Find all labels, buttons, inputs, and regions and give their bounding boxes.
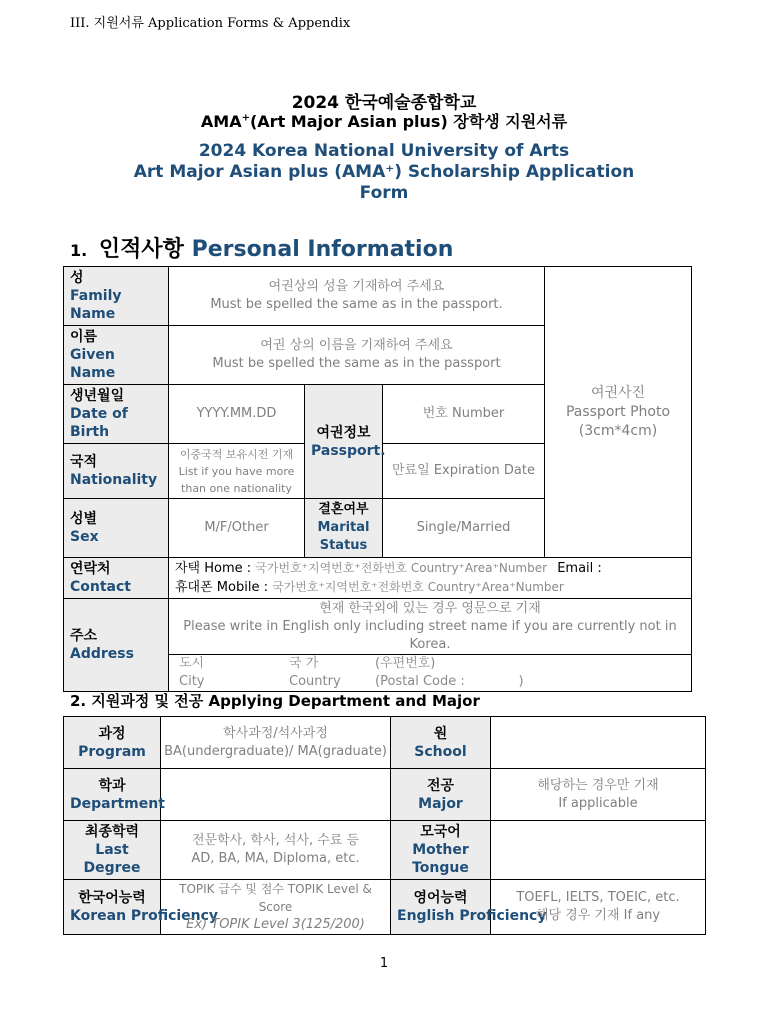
korean-proficiency-label: 한국어능력 Korean Proficiency bbox=[64, 880, 161, 935]
department-table bbox=[63, 716, 706, 935]
address-city-country-field[interactable] bbox=[169, 655, 692, 692]
title-ama-rest: (Art Major Asian plus) 장학생 지원서류 bbox=[249, 112, 568, 131]
family-name-label: 성 Family Name bbox=[64, 267, 169, 326]
dob-field[interactable]: YYYY.MM.DD bbox=[169, 385, 305, 444]
family-name-field[interactable]: 여권상의 성을 기재하여 주세요 Must be spelled the same as in the passport. bbox=[169, 267, 545, 326]
mother-tongue-label: 모국어 Mother Tongue bbox=[391, 821, 491, 880]
sex-label: 성별 Sex bbox=[64, 499, 169, 558]
section-department-heading: 2. 지원과정 및 전공 Applying Department and Major bbox=[70, 692, 480, 710]
contact-field[interactable] bbox=[169, 558, 692, 599]
passport-expiry-field[interactable]: 만료일 Expiration Date bbox=[383, 444, 545, 499]
address-label: 주소 Address bbox=[64, 599, 169, 692]
department-label: 학과 Department bbox=[64, 769, 161, 821]
title-ama-sup: + bbox=[241, 112, 250, 124]
given-name-label: 이름 Given Name bbox=[64, 326, 169, 385]
section-title-en: Personal Information bbox=[191, 237, 454, 262]
header-note: III. 지원서류 Application Forms & Appendix bbox=[70, 16, 351, 31]
last-degree-field[interactable]: 전문학사, 학사, 석사, 수료 등 AD, BA, MA, Diploma, etc. bbox=[161, 821, 391, 880]
address-field[interactable]: 현재 한국외에 있는 경우 영문으로 기재 Please write in English only including street name if you are currently not in Korea. bbox=[169, 599, 692, 655]
section-personal-heading bbox=[70, 232, 453, 263]
title-korean-line1: 2024 한국예술종합학교 bbox=[291, 93, 477, 113]
home-phone-line[interactable]: 자택 Home : 국가번호⁺지역번호⁺전화번호 Country⁺Area⁺Number Email : bbox=[175, 561, 602, 576]
address-sub-ko: 도시 국 가 (우편번호) bbox=[179, 656, 436, 671]
english-proficiency-field[interactable]: TOEFL, IELTS, TOEIC, etc. 해당 경우 기재 If any bbox=[491, 880, 706, 935]
marital-field[interactable]: Single/Married bbox=[383, 499, 545, 558]
last-degree-label: 최종학력 Last Degree bbox=[64, 821, 161, 880]
title-english-line2: Art Major Asian plus (AMA⁺) Scholarship Application bbox=[133, 162, 635, 182]
given-name-field[interactable]: 여권 상의 이름을 기재하여 주세요 Must be spelled the same as in the passport bbox=[169, 326, 545, 385]
school-field[interactable] bbox=[491, 717, 706, 769]
passport-number-field[interactable]: 번호 Number bbox=[383, 385, 545, 444]
nationality-label: 국적 Nationality bbox=[64, 444, 169, 499]
title-korean-line2 bbox=[0, 109, 768, 132]
title-english-line1: 2024 Korea National University of Arts bbox=[198, 141, 570, 161]
mother-tongue-field[interactable] bbox=[491, 821, 706, 880]
passport-label: 여권정보 Passport. bbox=[305, 385, 383, 499]
program-label: 과정 Program bbox=[64, 717, 161, 769]
korean-proficiency-field[interactable]: TOPIK 급수 및 점수 TOPIK Level & Score Ex) TOPIK Level 3(125/200) bbox=[161, 880, 391, 935]
title-english-line3: Form bbox=[359, 183, 409, 203]
address-sub-en: City Country (Postal Code : ) bbox=[179, 674, 524, 689]
english-proficiency-label: 영어능력 English Proficiency bbox=[391, 880, 491, 935]
dob-label: 생년월일 Date of Birth bbox=[64, 385, 169, 444]
nationality-field[interactable]: 이중국적 보유시전 기재 List if you have more than one nationality bbox=[169, 444, 305, 499]
personal-info-table bbox=[63, 266, 692, 692]
contact-label: 연락처 Contact bbox=[64, 558, 169, 599]
marital-label: 결혼여부 Marital Status bbox=[305, 499, 383, 558]
sex-field[interactable]: M/F/Other bbox=[169, 499, 305, 558]
school-label: 원 School bbox=[391, 717, 491, 769]
section-title-ko: 인적사항 bbox=[98, 237, 184, 262]
mobile-phone-line[interactable]: 휴대폰 Mobile : 국가번호⁺지역번호⁺전화번호 Country⁺Area⁺Number bbox=[175, 580, 564, 595]
program-field[interactable]: 학사과정/석사과정 BA(undergraduate)/ MA(graduate) bbox=[161, 717, 391, 769]
major-label: 전공 Major bbox=[391, 769, 491, 821]
major-field[interactable]: 해당하는 경우만 기재 If applicable bbox=[491, 769, 706, 821]
section-number: 1. bbox=[70, 241, 88, 260]
title-english bbox=[0, 141, 768, 204]
passport-photo-box[interactable]: 여권사진 Passport Photo (3cm*4cm) bbox=[545, 267, 692, 558]
department-field[interactable] bbox=[161, 769, 391, 821]
page-number: 1 bbox=[379, 956, 389, 971]
title-ama: AMA bbox=[200, 112, 242, 131]
